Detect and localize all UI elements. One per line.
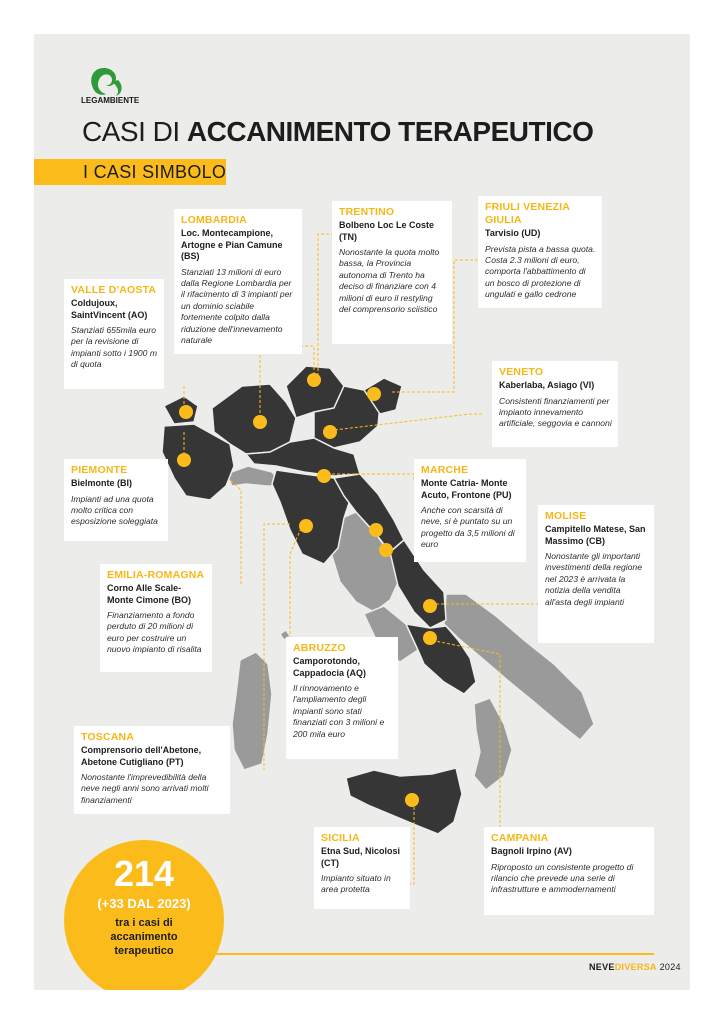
- card-toscana: [74, 726, 230, 814]
- card-place: Bolbeno Loc Le Coste (TN): [339, 220, 435, 242]
- card-desc: Il rinnovamento e l'ampliamento degli impianti sono stati finanziati con 3 milioni e 200 mila euro: [293, 683, 385, 739]
- card-piemonte: [64, 459, 168, 541]
- card-place: Tarvisio (UD): [485, 228, 541, 238]
- card-region: EMILIA-ROMAGNA: [107, 569, 205, 581]
- card-region: ABRUZZO: [293, 642, 346, 654]
- card-campania: [484, 827, 654, 915]
- card-valle: [64, 279, 164, 389]
- title-bold: ACCANIMENTO TERAPEUTICO: [186, 116, 594, 147]
- card-place: Campitello Matese, San Massimo (CB): [545, 524, 646, 546]
- card-emilia: [100, 564, 212, 672]
- marker-marche: [369, 523, 383, 537]
- card-desc: Nonostante l'imprevedibilità della neve negli anni sono arrivati molti finanziamenti: [81, 772, 209, 805]
- card-molise: [538, 505, 654, 643]
- card-sicilia: [314, 827, 410, 909]
- card-region: MARCHE: [421, 464, 469, 476]
- title-light: CASI DI: [82, 116, 187, 147]
- card-region: VENETO: [499, 366, 544, 378]
- marker-friuli: [367, 387, 381, 401]
- badge-value: 214: [113, 853, 175, 894]
- card-region: CAMPANIA: [491, 832, 549, 844]
- card-region: FRIULI VENEZIA GIULIA: [485, 201, 570, 226]
- card-place: Bagnoli Irpino (AV): [491, 846, 572, 856]
- marker-molise: [423, 599, 437, 613]
- subtitle: I CASI SIMBOLO: [83, 162, 227, 182]
- card-desc: Nonostante gli importanti investimenti della regione nel 2023 è arrivata la notizia della vendita all'asta degli impianti: [545, 551, 642, 607]
- card-desc: Riproposto un consistente progetto di rilancio che prevede una serie di infrastrutture e ammodernamenti: [491, 861, 634, 895]
- card-place: Monte Catria- Monte Acuto, Frontone (PU): [421, 478, 512, 500]
- card-desc: Impianti ad una quota molto critica con esposizione soleggiata: [71, 493, 158, 527]
- marker-valle: [179, 405, 193, 419]
- card-place: Kaberlaba, Asiago (VI): [499, 380, 595, 390]
- marker-trentino: [307, 373, 321, 387]
- card-place: Bielmonte (BI): [71, 478, 133, 488]
- poster: [34, 34, 690, 990]
- card-region: MOLISE: [545, 510, 587, 522]
- card-region: LOMBARDIA: [181, 214, 247, 226]
- footer-part2: DIVERSA: [614, 962, 657, 972]
- region-calabria: [474, 698, 512, 790]
- card-desc: Anche con scarsità di neve, si è puntato su un progetto da 3,5 milioni di euro: [421, 505, 515, 550]
- footer-part1: NEVE: [589, 962, 615, 972]
- marker-piemonte: [177, 453, 191, 467]
- card-region: TOSCANA: [81, 731, 135, 743]
- card-friuli: [478, 196, 602, 308]
- card-desc: Prevista pista a bassa quota. Costa 2.3 milioni di euro, comporta l'abbattimento di un bosco di protezione di ungulati e gallo cedrone: [485, 243, 596, 300]
- marker-campania: [423, 631, 437, 645]
- card-place: Camporotondo, Cappadocia (AQ): [293, 656, 367, 678]
- card-region: SICILIA: [321, 832, 360, 844]
- card-lombardia: [174, 209, 302, 354]
- badge-since: (+33 DAL 2023): [97, 896, 191, 911]
- footer-part3: 2024: [656, 962, 681, 972]
- footer-divider: [212, 953, 654, 955]
- card-region: TRENTINO: [339, 206, 395, 218]
- card-desc: Nonostante la quota molto bassa, la Provincia autonoma di Trento ha deciso di finanziare con 4 milioni di euro il restyling del comprensorio sciistico: [339, 247, 440, 315]
- card-place: Coldujoux, SaintVincent (AO): [71, 298, 148, 320]
- card-region: PIEMONTE: [71, 464, 128, 476]
- card-desc: Stanziati 13 milioni di euro dalla Regione Lombardia per il rifacimento di 3 impianti per un dominio sciabile fortemente colpito dalla riduzione dell'innevamento naturale: [181, 266, 293, 345]
- card-place: Corno Alle Scale- Monte Cimone (BO): [107, 583, 191, 605]
- marker-toscana: [299, 519, 313, 533]
- card-veneto: [492, 361, 618, 447]
- sardegna-island: [232, 652, 272, 770]
- logo-text: LEGAMBIENTE: [81, 96, 140, 105]
- marker-lombardia: [253, 415, 267, 429]
- badge-text: tra i casi di accanimento terapeutico: [110, 917, 178, 957]
- marker-veneto: [323, 425, 337, 439]
- marker-emilia: [317, 469, 331, 483]
- card-desc: Impianto situato in area protetta: [321, 873, 391, 895]
- card-region: VALLE D'AOSTA: [71, 284, 157, 296]
- card-desc: Stanziati 655mila euro per la revisione di impianti sotto i 1900 m di quota: [71, 325, 157, 370]
- marker-abruzzo: [379, 543, 393, 557]
- card-place: Etna Sud, Nicolosi (CT): [321, 846, 401, 868]
- summary-badge: [64, 840, 224, 990]
- card-abruzzo: [286, 637, 398, 759]
- marker-sicilia: [405, 793, 419, 807]
- card-trentino: [332, 201, 452, 344]
- region-sicilia: [346, 768, 462, 834]
- card-place: Comprensorio dell'Abetone, Abetone Cutigliano (PT): [81, 745, 202, 767]
- footer-brand: [589, 962, 681, 972]
- card-place: Loc. Montecampione, Artogne e Pian Camune (BS): [181, 228, 283, 261]
- card-desc: Consistenti finanziamenti per impianto innevamento artificiale, seggovia e cannoni: [499, 395, 612, 429]
- card-desc: Finanziamento a fondo perduto di 20 milioni di euro per costruire un nuovo impianto di risalita: [107, 610, 202, 655]
- card-marche: [414, 459, 526, 562]
